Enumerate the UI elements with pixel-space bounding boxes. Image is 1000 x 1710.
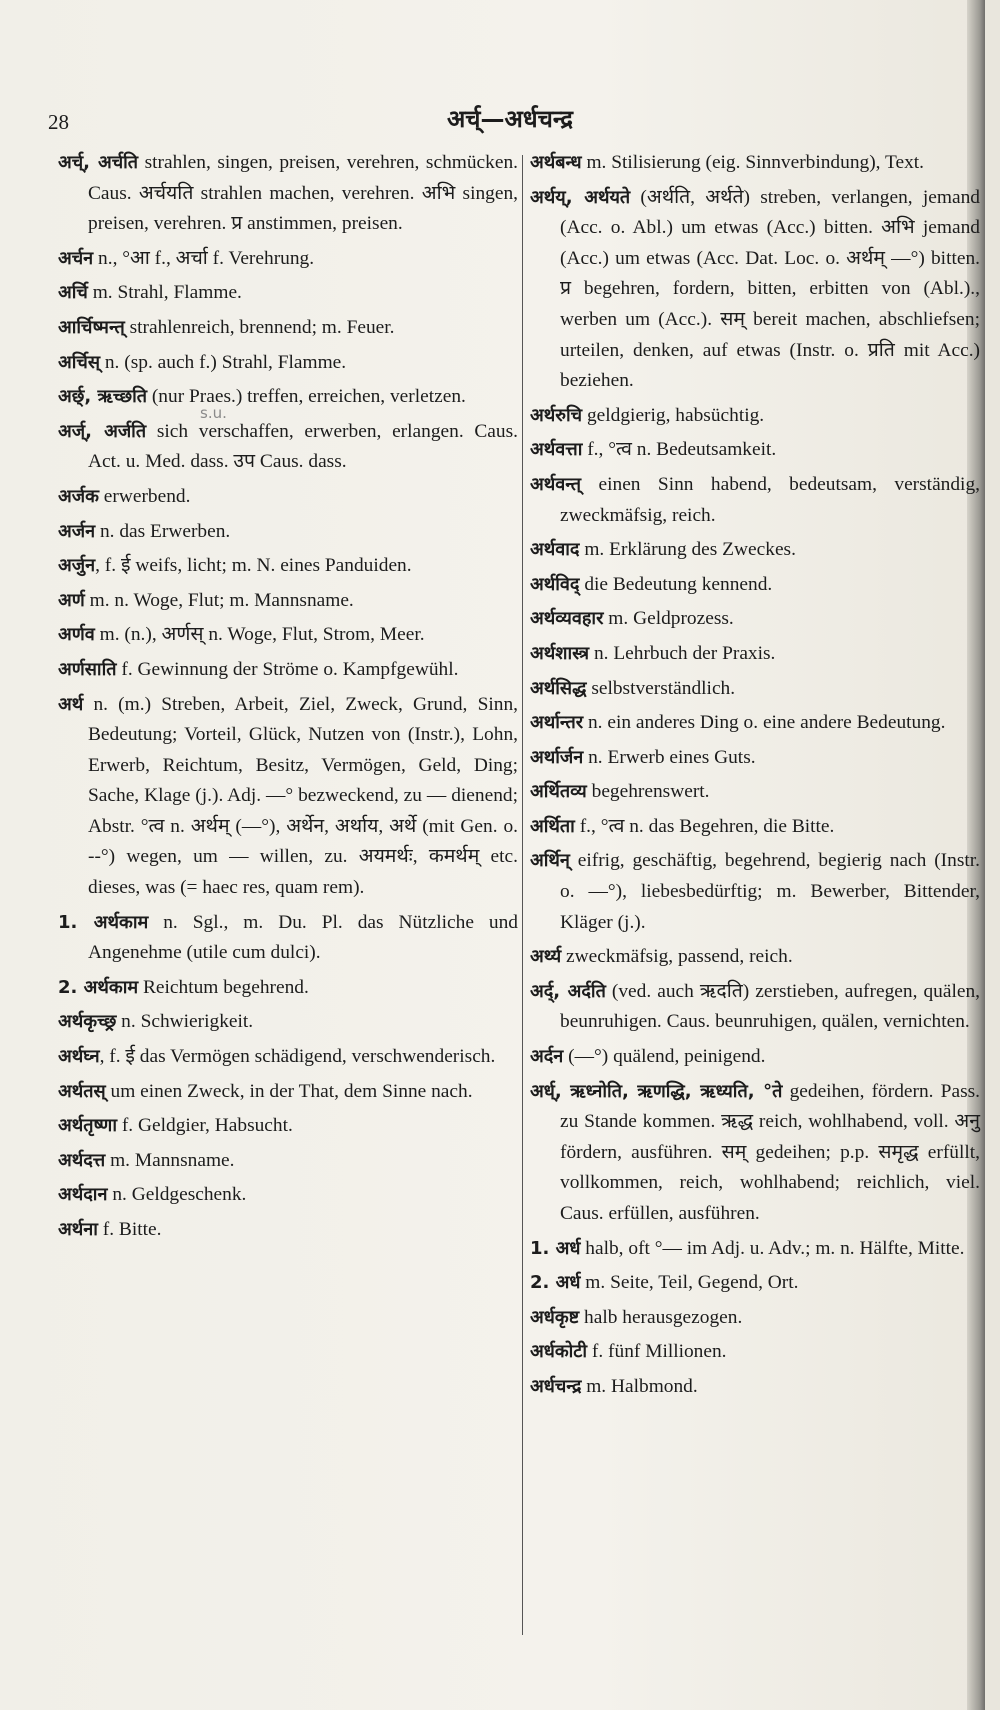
definition: m. Halbmond. [581,1375,698,1397]
dictionary-entry [58,551,518,582]
definition: m. Strahl, Flamme. [87,282,242,304]
dictionary-entry [58,278,518,309]
definition: zweckmäfsig, passend, reich. [561,946,793,968]
dictionary-entry [530,708,980,739]
definition: f. Gewinnung der Ströme o. Kampfgewühl. [116,658,459,680]
headword: अर्दन [530,1046,564,1068]
headword: अर्जुन [58,555,96,577]
dictionary-entry [58,517,518,548]
definition: (ved. auch ऋदति) zerstieben, aufregen, quälen, beunruhigen. Caus. beunruhigen, quälen, vernichten. [560,980,980,1033]
headword: अर्छ्, ऋच्छति [58,386,147,408]
dictionary-entry [58,690,518,904]
definition: n. Schwierigkeit. [116,1011,254,1033]
dictionary-entry [58,382,518,413]
definition: m. Geldprozess. [603,608,734,630]
dictionary-entry [58,348,518,379]
headword: अर्थवन्त् [530,473,582,495]
headword: अर्चि [58,282,88,304]
headword: अर्थिन् [530,850,570,872]
definition: eifrig, geschäftig, begehrend, begierig nach (Instr. o. —°), liebesbedürftig; m. Bewerber, Bittender, Kläger (j.). [560,850,980,933]
definition: f. Bitte. [97,1219,162,1240]
headword: अर्धचन्द्र [530,1375,582,1397]
definition: (nur Praes.) treffen, erreichen, verletzen. [147,386,466,408]
headword: अर्णव [58,624,95,646]
definition: f., °त्व n. Bedeutsamkeit. [582,439,777,461]
headword: अर्थदत्त [58,1149,106,1171]
headword: अर्णसाति [58,658,117,680]
headword: अर्द्, अर्दति [530,980,606,1002]
headword: अर्च्, अर्चति [58,152,139,173]
dictionary-entry [58,313,518,344]
headword: अर्थिता [530,815,575,837]
definition: n. Sgl., m. Du. Pl. das Nützliche und Angenehme (utile cum dulci). [88,911,518,964]
headword: 1. अर्थकाम [58,911,149,933]
definition: strahlenreich, brennend; m. Feuer. [124,316,395,338]
headword: अर्थविद् [530,573,580,595]
headword: अर्थतस् [58,1080,106,1102]
dictionary-entry [530,1268,980,1299]
dictionary-entry [530,777,980,808]
headword: अर्थना [58,1219,98,1240]
definition: f. fünf Millionen. [587,1341,727,1363]
headword: 2. अर्ध [530,1272,581,1294]
headword: अर्थय्, अर्थयते [530,186,631,208]
dictionary-entry [58,1007,518,1038]
headword: अर्धकृष्ट [530,1306,580,1328]
dictionary-entry [530,470,980,531]
headword: अर्जन [58,520,96,542]
dictionary-entry [530,183,980,397]
headword: अर्थान्तर [530,712,584,734]
definition: n., °आ f., अर्चा f. Verehrung. [93,247,315,269]
dictionary-entry [58,655,518,686]
dictionary-entry [58,1146,518,1177]
definition: sich verschaffen, erwerben, erlangen. Caus. Act. u. Med. dass. उप Caus. dass. [88,420,518,473]
definition: m. Stilisierung (eig. Sinnverbindung), Text. [581,152,925,173]
dictionary-entry [530,846,980,938]
definition: halb, oft °— im Adj. u. Adv.; m. n. Hälfte, Mitte. [580,1237,965,1259]
dictionary-entry [530,1303,980,1334]
headword: अर्थव्यवहार [530,608,604,630]
headword: अर्थवत्ता [530,439,583,461]
definition: f., °त्व n. das Begehren, die Bitte. [574,815,835,837]
dictionary-entry [58,1180,518,1211]
dictionary-entry [58,482,518,513]
definition: einen Sinn habend, bedeutsam, verständig, zweckmäfsig, reich. [560,473,980,526]
definition: n. das Erwerben. [95,520,231,542]
handwritten-annotation: s.u. [200,404,227,422]
dictionary-entry [530,1337,980,1368]
definition: m. Erklärung des Zweckes. [579,539,796,561]
dictionary-entry [58,973,518,1004]
definition: n. (m.) Streben, Arbeit, Ziel, Zweck, Grund, Sinn, Bedeutung; Vorteil, Glück, Nutzen von (Instr.), Lohn, Erwerb, Reichtum, Besitz, Vermögen, Geld, Ding; Sache, Klage (j.). Adj. —° bezweckend, zu — dienend; Abstr. °त्व n. अर्थम् (—°), अर्थेन, अर्थाय, अर्थे (mit Gen. o. --°) wegen, um — willen, zu. अयमर्थः, कमर्थम् etc. dieses, was (= haec res, quam rem). [83,693,518,899]
definition: m. Seite, Teil, Gegend, Ort. [580,1272,799,1294]
dictionary-entry [530,148,980,179]
dictionary-entry [530,435,980,466]
dictionary-entry [530,604,980,635]
dictionary-entry [530,535,980,566]
headword: 2. अर्थकाम [58,976,139,998]
dictionary-entry [530,1077,980,1230]
headword: अर्धकोटी [530,1341,588,1363]
headword: अर्थघ्न [58,1046,100,1068]
headword: अर्थदान [58,1184,108,1206]
definition: n. ein anderes Ding o. eine andere Bedeutung. [583,712,946,734]
definition: , f. ई das Vermögen schädigend, verschwenderisch. [99,1046,496,1068]
definition: , f. ई weifs, licht; m. N. eines Panduiden. [95,555,412,577]
dictionary-entry [58,908,518,969]
dictionary-entry [58,1215,518,1246]
definition: n. Erwerb eines Guts. [583,746,756,768]
dictionary-entry [530,639,980,670]
headword: अर्थवाद [530,539,580,561]
headword: अर्जक [58,485,99,507]
definition: die Bedeutung kennend. [579,573,773,595]
dictionary-entry [530,401,980,432]
dictionary-entry [530,570,980,601]
headword: अर्थार्जन [530,746,584,768]
headword: अर्थबन्ध [530,152,582,173]
dictionary-entry [58,1077,518,1108]
definition: gedeihen, fördern. Pass. zu Stande kommen. ऋद्ध reich, wohlhabend, voll. अनु fördern, ausführen. सम् gedeihen; p.p. समृद्ध erfüllt, vollkommen, reich, wohlhabend; reichlich, viel. Caus. erfüllen, ausführen. [560,1080,981,1224]
headword: आर्चिष्मन्त् [58,316,125,338]
definition: halb herausgezogen. [579,1306,743,1328]
definition: n. Geldgeschenk. [107,1184,247,1206]
definition: erwerbend. [98,485,191,507]
headword: अर्थकृच्छ्र [58,1011,117,1033]
definition: geldgierig, habsüchtig. [582,404,765,426]
right-column [530,148,980,1407]
dictionary-entry [530,812,980,843]
headword: अर्थ [58,693,84,715]
definition: (—°) quälend, peinigend. [563,1046,766,1068]
definition: begehrenswert. [586,781,710,803]
definition: strahlen, singen, preisen, verehren, schmücken. Caus. अर्चयति strahlen machen, verehren. अभि singen, preisen, verehren. प्र anstimmen, preisen. [88,152,519,235]
headword: अर्ज्, अर्जति [58,420,147,442]
headword: अर्चिस् [58,351,101,373]
definition: m. Mannsname. [105,1149,235,1171]
dictionary-entry [530,1234,980,1265]
headword: अर्थतृष्णा [58,1115,117,1137]
definition: selbstverständlich. [586,677,736,699]
definition: n. (sp. auch f.) Strahl, Flamme. [100,351,347,373]
dictionary-entry [530,743,980,774]
left-column [58,148,518,1250]
page-number: 28 [48,110,69,134]
definition: Reichtum begehrend. [138,976,309,998]
definition: (अर्थति, अर्थते) streben, verlangen, jemand (Acc. o. Abl.) um etwas (Acc.) bitten. अभि jemand (Acc.) um etwas (Acc. Dat. Loc. o. अर्थम् —°) bitten. प्र begehren, fordern, bitten, erbitten von (Abl.)., werben um (Acc.). सम् bereit machen, abschliefsen; urteilen, denken, auf etwas (Instr. o. प्रति mit Acc.) beziehen. [560,186,980,392]
column-divider [522,155,523,1635]
dictionary-entry [58,1111,518,1142]
headword: अर्थ्य [530,946,562,968]
definition: m. n. Woge, Flut; m. Mannsname. [84,589,354,611]
dictionary-entry [530,977,980,1038]
dictionary-entry [530,1042,980,1073]
running-head: अर्च्—अर्धचन्द्र [446,105,574,133]
headword: अर्थसिद्ध [530,677,587,699]
definition: n. Lehrbuch der Praxis. [589,642,776,664]
dictionary-entry [530,942,980,973]
headword: अर्चन [58,247,94,269]
dictionary-entry [58,1042,518,1073]
headword: अर्थरुचि [530,404,583,426]
headword: अर्थितव्य [530,781,587,803]
dictionary-entry [58,148,518,240]
definition: m. (n.), अर्णस् n. Woge, Flut, Strom, Meer. [94,624,425,646]
headword: अर्ध्, ऋध्नोति, ऋणद्धि, ऋध्यति, °ते [530,1080,783,1102]
dictionary-entry [58,586,518,617]
dictionary-entry [58,244,518,275]
dictionary-entry [530,1372,980,1403]
dictionary-entry [58,620,518,651]
headword: अर्ण [58,589,85,611]
headword: 1. अर्ध [530,1237,581,1259]
headword: अर्थशास्त्र [530,642,590,664]
definition: um einen Zweck, in der That, dem Sinne nach. [105,1080,473,1102]
definition: f. Geldgier, Habsucht. [117,1115,293,1137]
dictionary-entry [58,417,518,478]
dictionary-entry [530,674,980,705]
